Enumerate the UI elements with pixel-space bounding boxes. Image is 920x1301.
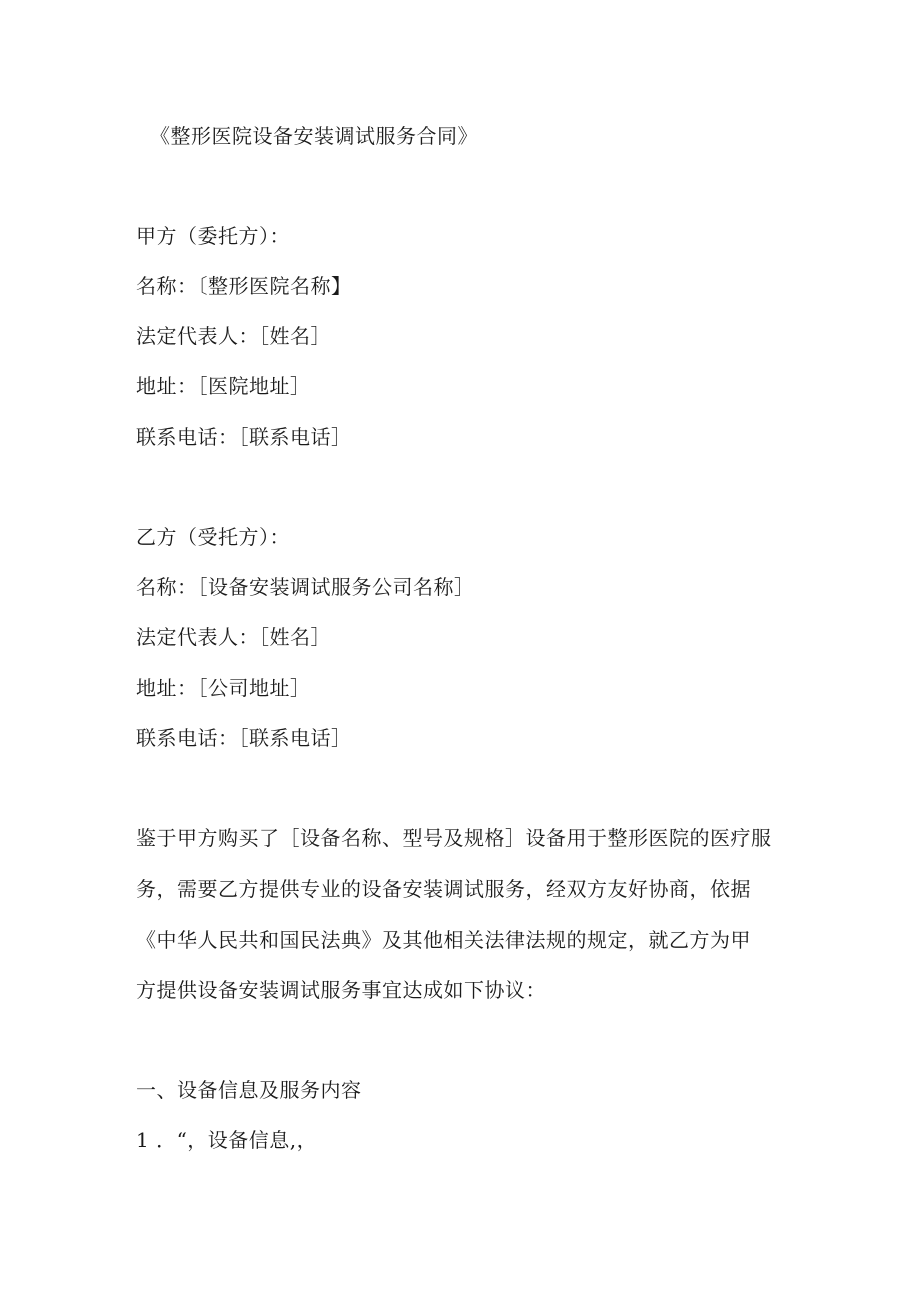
party-b-heading: 乙方（受托方）： [136, 525, 290, 549]
section-1-item-1: 1 ．“，设备信息,， [136, 1128, 318, 1152]
party-a-representative: 法定代表人：［姓名］ [136, 324, 331, 348]
party-b-name: 名称：［设备安装调试服务公司名称］ [136, 575, 475, 599]
party-a-heading: 甲方（委托方）： [136, 224, 290, 248]
preamble-line: 务，需要乙方提供专业的设备安装调试服务，经双方友好协商，依据 [136, 877, 751, 901]
preamble-line: 鉴于甲方购买了［设备名称、型号及规格］设备用于整形医院的医疗服 [136, 826, 772, 850]
party-b-representative: 法定代表人：［姓名］ [136, 625, 331, 649]
party-a-name: 名称：〔整形医院名称】 [136, 274, 352, 298]
party-a-address: 地址：［医院地址］ [136, 374, 311, 398]
party-b-address: 地址：［公司地址］ [136, 676, 311, 700]
section-1-heading: 一、设备信息及服务内容 [136, 1078, 362, 1102]
document-title: 《整形医院设备安装调试服务合同》 [150, 124, 478, 148]
preamble-line: 《中华人民共和国民法典》及其他相关法律法规的规定，就乙方为甲 [136, 928, 751, 952]
party-b-phone: 联系电话：［联系电话］ [136, 726, 352, 750]
party-a-phone: 联系电话：［联系电话］ [136, 425, 352, 449]
preamble-line: 方提供设备安装调试服务事宜达成如下协议： [136, 978, 546, 1002]
